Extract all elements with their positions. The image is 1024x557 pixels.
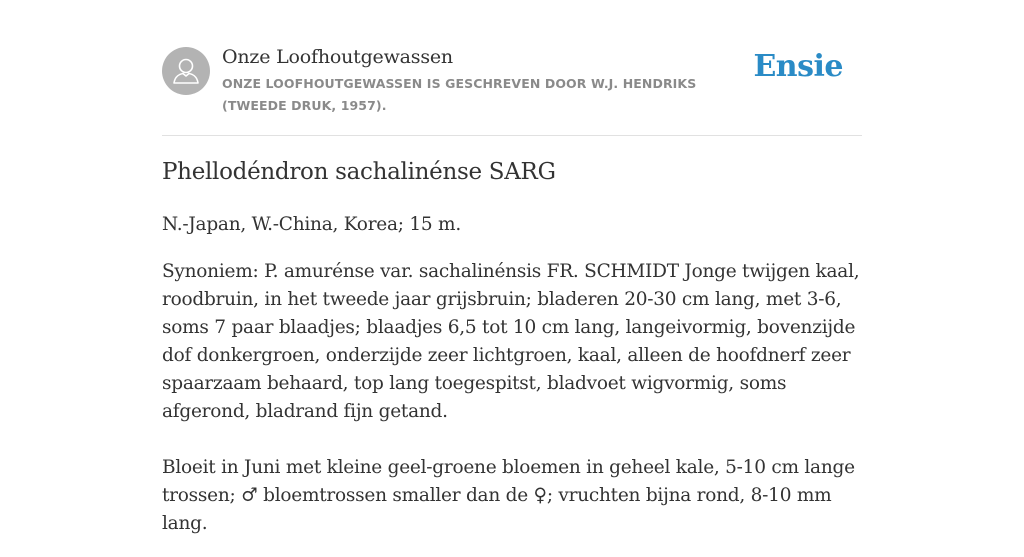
header-divider <box>162 135 862 136</box>
user-placeholder-icon <box>162 47 210 95</box>
source-description: ONZE LOOFHOUTGEWASSEN IS GESCHREVEN DOOR W.J. HENDRIKS (TWEEDE DRUK, 1957). <box>222 76 697 113</box>
entry-paragraph-origin: N.-Japan, W.-China, Korea; 15 m. <box>162 214 461 235</box>
entry-title: Phellodéndron sachalinénse SARG <box>162 159 556 185</box>
source-title[interactable]: Onze Loofhoutgewassen <box>222 46 453 68</box>
brand-logo-link[interactable]: Ensie <box>753 49 843 84</box>
entry-paragraph-flowering: Bloeit in Juni met kleine geel-groene bloemen in geheel kale, 5-10 cm lange trossen; ♂ bloemtrossen smaller dan de ♀; vruchten bijna rond, 8-10 mm lang. <box>162 457 855 534</box>
source-header <box>162 46 862 118</box>
entry-paragraph-description: Synoniem: P. amurénse var. sachalinénsis FR. SCHMIDT Jonge twijgen kaal, roodbruin, in het tweede jaar grijsbruin; bladeren 20-30 cm lang, met 3-6, soms 7 paar blaadjes; blaadjes 6,5 tot 10 cm lang, langeivormig, bovenzijde dof donkergroen, onderzijde zeer lichtgroen, kaal, alleen de hoofdnerf zeer spaarzaam behaard, top lang toegespitst, bladvoet wigvormig, soms afgerond, bladrand fijn getand. <box>162 261 860 422</box>
entry-content <box>162 211 862 557</box>
